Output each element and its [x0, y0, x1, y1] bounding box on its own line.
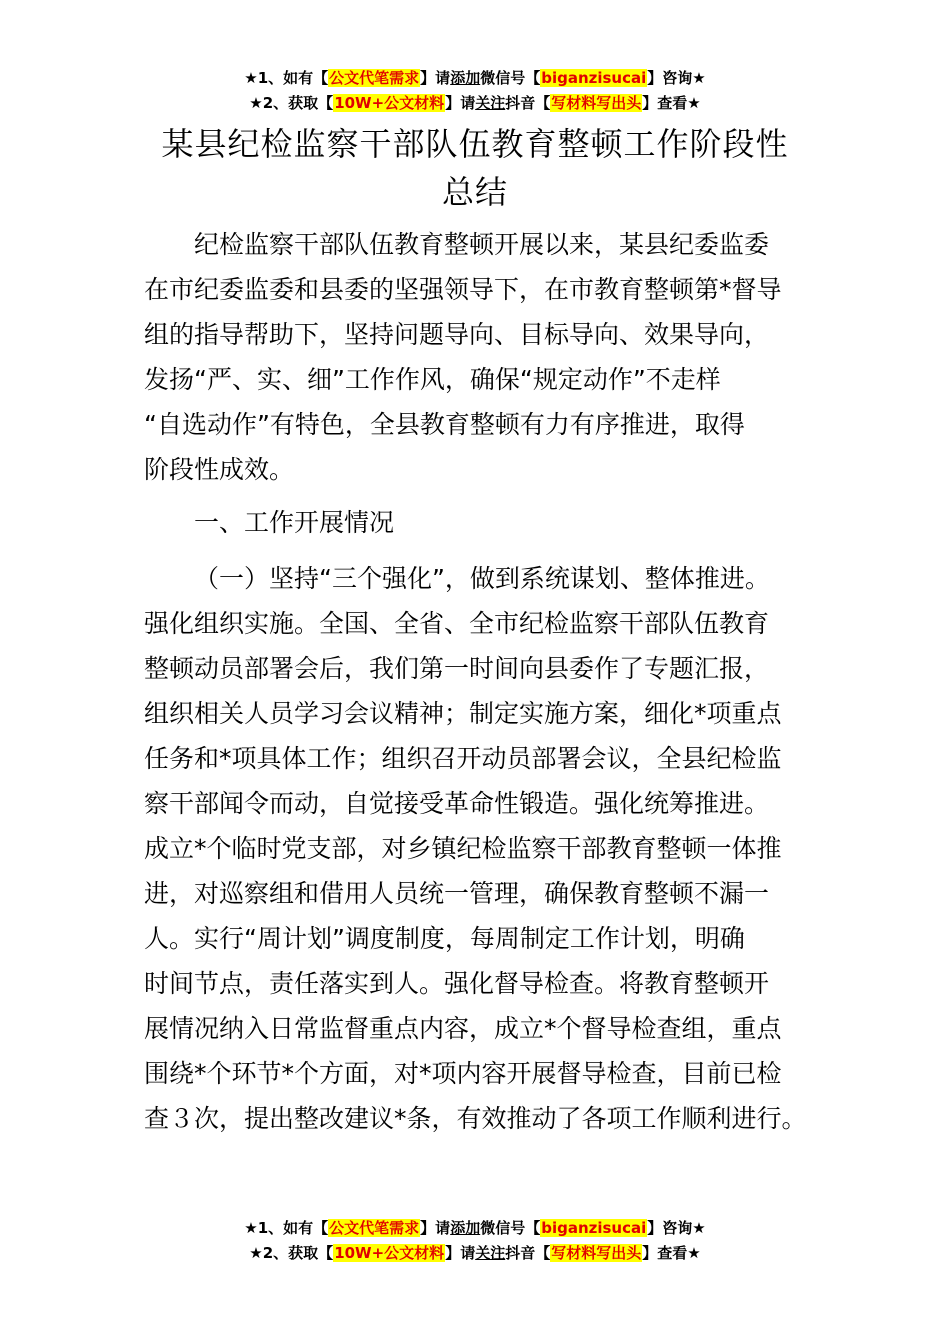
- promo-text: 】查看★: [642, 94, 701, 112]
- intro-paragraph: [144, 222, 812, 492]
- paragraph-line: 成立*个临时党支部，对乡镇纪检监察干部教育整顿一体推: [144, 834, 782, 863]
- paragraph-line: 人。实行“周计划”调度制度，每周制定工作计划，明确: [144, 924, 745, 953]
- paragraph-line: 任务和*项具体工作；组织召开动员部署会议，全县纪检监: [144, 744, 782, 773]
- promo-text: 】查看★: [642, 1244, 701, 1262]
- promo-text: 】请: [420, 69, 451, 87]
- paragraph-line: 发扬“严、实、细”工作作风，确保“规定动作”不走样: [144, 365, 721, 394]
- title-line-1: 某县纪检监察干部队伍教育整顿工作阶段性: [161, 125, 789, 163]
- promo-highlight: 写材料写出头: [551, 1244, 642, 1262]
- paragraph-line: 展情况纳入日常监督重点内容，成立*个督导检查组，重点: [144, 1014, 782, 1043]
- promo-text: 微信号【: [480, 1219, 541, 1237]
- paragraph-line: 纪检监察干部队伍教育整顿开展以来，某县纪委监委: [194, 230, 770, 259]
- promo-highlight: 写材料写出头: [551, 94, 642, 112]
- paragraph-line: 组的指导帮助下，坚持问题导向、目标导向、效果导向，: [144, 320, 770, 349]
- paragraph-line: “自选动作”有特色，全县教育整顿有力有序推进，取得: [144, 410, 745, 439]
- promo-text: ★2、获取【: [249, 94, 334, 112]
- top-promo-banner: [0, 66, 950, 116]
- paragraph-line: 阶段性成效。: [144, 455, 295, 484]
- promo-text: 】请: [420, 1219, 451, 1237]
- paragraph-line: 强化组织实施。全国、全省、全市纪检监察干部队伍教育: [144, 609, 770, 638]
- paragraph-line: 时间节点，责任落实到人。强化督导检查。将教育整顿开: [144, 969, 770, 998]
- promo-highlight: 公文代笔需求: [329, 69, 420, 87]
- paragraph-line: 察干部闻令而动，自觉接受革命性锻造。强化统筹推进。: [144, 789, 770, 818]
- section-heading-text: 一、工作开展情况: [194, 508, 395, 537]
- promo-text: 抖音【: [505, 1244, 551, 1262]
- promo-highlight: 10W+公文材料: [334, 1244, 445, 1262]
- paragraph-line: 整顿动员部署会后，我们第一时间向县委作了专题汇报，: [144, 654, 770, 683]
- promo-line-2: [0, 1241, 950, 1266]
- section-heading: [144, 500, 812, 545]
- promo-text: 】请: [445, 1244, 476, 1262]
- promo-text: 微信号【: [480, 69, 541, 87]
- title-line-2: 总结: [441, 173, 508, 211]
- promo-text: 抖音【: [505, 94, 551, 112]
- promo-line-1: [0, 66, 950, 91]
- promo-text: 】请: [445, 94, 476, 112]
- promo-line-1: [0, 1216, 950, 1241]
- promo-text: ★1、如有【: [244, 69, 329, 87]
- document-title: [0, 120, 950, 216]
- paragraph-line: （一）坚持“三个强化”，做到系统谋划、整体推进。: [194, 564, 770, 593]
- promo-highlight: 10W+公文材料: [334, 94, 445, 112]
- promo-text: ★2、获取【: [249, 1244, 334, 1262]
- promo-underlined: 关注: [475, 94, 506, 112]
- promo-underlined: 添加: [450, 69, 481, 87]
- paragraph-line: 在市纪委监委和县委的坚强领导下，在市教育整顿第*督导: [144, 275, 782, 304]
- bottom-promo-banner: [0, 1216, 950, 1266]
- promo-line-2: [0, 91, 950, 116]
- promo-text: 】咨询★: [647, 69, 706, 87]
- promo-text: ★1、如有【: [244, 1219, 329, 1237]
- promo-highlight: biganzisucai: [541, 1219, 647, 1237]
- paragraph-line: 进，对巡察组和借用人员统一管理，确保教育整顿不漏一: [144, 879, 770, 908]
- promo-highlight: 公文代笔需求: [329, 1219, 420, 1237]
- promo-underlined: 关注: [475, 1244, 506, 1262]
- paragraph-line: 组织相关人员学习会议精神；制定实施方案，细化*项重点: [144, 699, 782, 728]
- paragraph-line: 查３次，提出整改建议*条，有效推动了各项工作顺利进行。: [144, 1104, 807, 1133]
- paragraph-line: 围绕*个环节*个方面，对*项内容开展督导检查，目前已检: [144, 1059, 782, 1088]
- promo-highlight: biganzisucai: [541, 69, 647, 87]
- promo-underlined: 添加: [450, 1219, 481, 1237]
- subsection-paragraph: [144, 556, 812, 1141]
- promo-text: 】咨询★: [647, 1219, 706, 1237]
